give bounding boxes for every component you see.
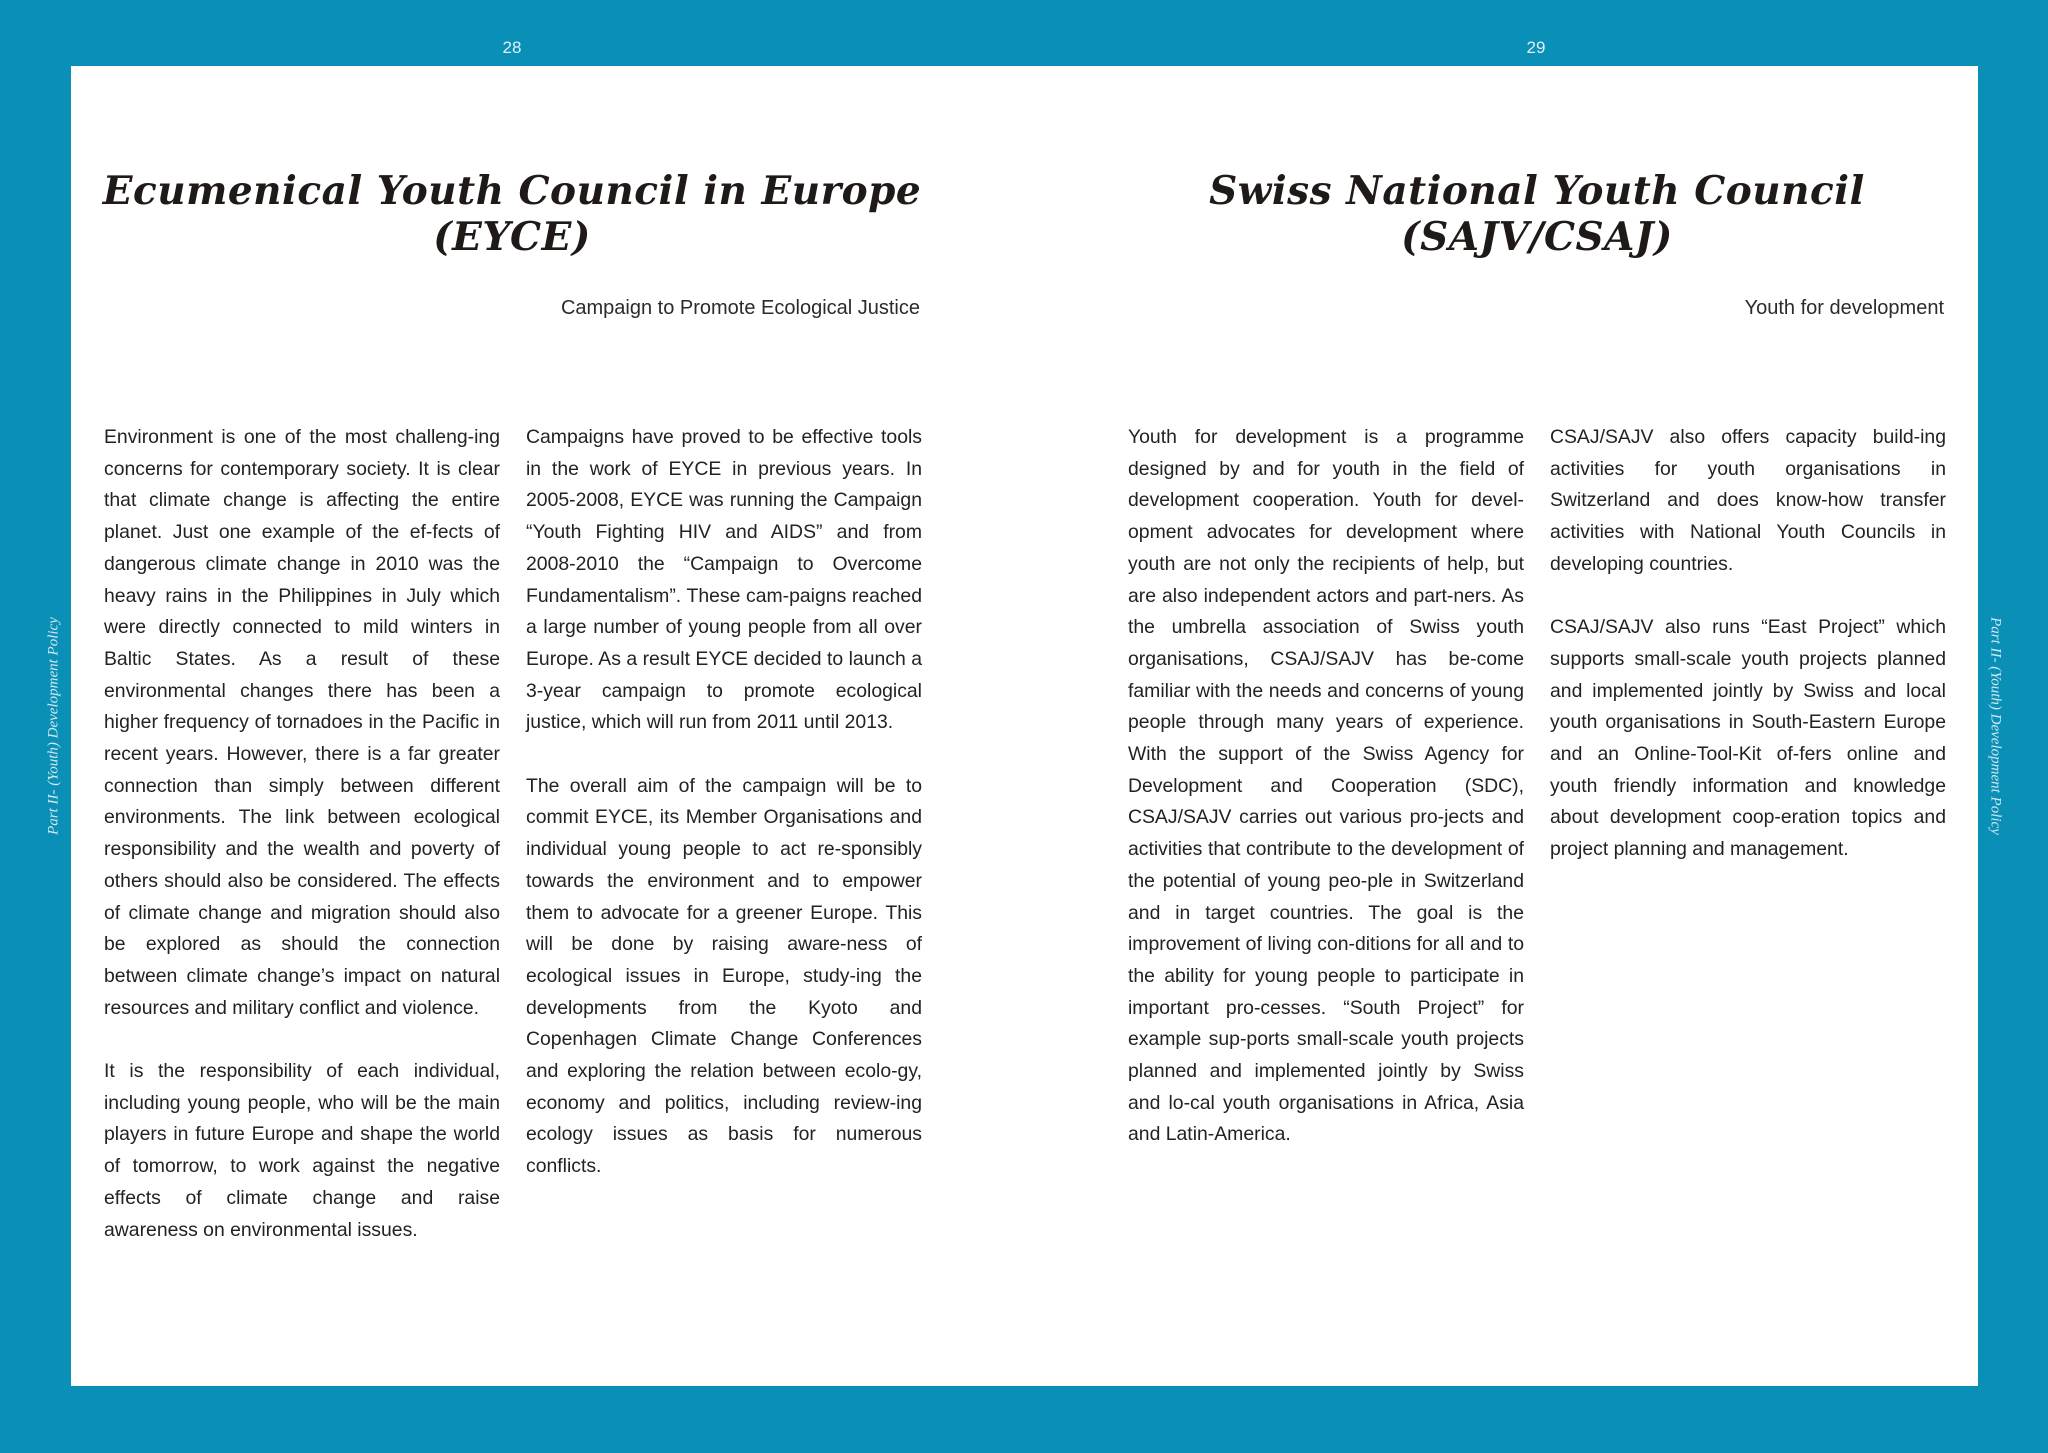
right-column-1 (1128, 422, 1524, 1183)
paragraph: Youth for development is a programme designed by and for youth in the field of development cooperation. Youth for devel-opment advocates for development where youth are not only the recipients of help, but are also independent actors and part-ners. As the umbrella association of Swiss youth organisations, CSAJ/SAJV has be-come familiar with the needs and concerns of young people through many years of experience. With the support of the Swiss Agency for Development and Cooperation (SDC), CSAJ/SAJV carries out various pro-jects and activities that contribute to the development of the potential of young peo-ple in Switzerland and in target countries. The goal is the improvement of living con-ditions for all and to the ability for young people to participate in important pro-cesses. “South Project” for example sup-ports small-scale youth projects planned and implemented jointly by Swiss and lo-cal youth organisations in Africa, Asia and Latin-America. (1128, 426, 1524, 1146)
right-page-subtitle: Youth for development (1744, 297, 1944, 319)
right-title-line-1: Swiss National Youth Council (1209, 168, 1865, 214)
left-title-line-1: Ecumenical Youth Council in Europe (102, 168, 922, 214)
paragraph: Campaigns have proved to be effective tools in the work of EYCE in previous years. In 2005-2008, EYCE was running the Campaign “Youth Fighting HIV and AIDS” and from 2008-2010 the “Campaign to Overcome Fundamentalism”. These cam-paigns reached a large number of young people from all over Europe. As a result EYCE decided to launch a 3-year campaign to promote ecological justice, which will run from 2011 until 2013. (526, 426, 922, 734)
left-title-line-2: (EYCE) (433, 214, 591, 260)
side-section-label-left: Part II- (Youth) Development Policy (45, 617, 62, 835)
paragraph: Environment is one of the most challeng-ing concerns for contemporary society. It is clear that climate change is affecting the entire planet. Just one example of the ef-fects of dangerous climate change in 2010 was the heavy rains in the Philippines in July which were directly connected to mild winters in Baltic States. As a result of these environmental changes there has been a higher frequency of tornadoes in the Pacific in recent years. However, there is a far greater connection than simply between different environments. The link between ecological responsibility and the wealth and poverty of others should also be considered. The effects of climate change and migration should also be explored as should the connection between climate change’s impact on natural resources and military conflict and violence. (104, 426, 500, 1019)
paragraph: It is the responsibility of each individual, including young people, who will be the main players in future Europe and shape the world of tomorrow, to work against the negative effects of climate change and raise awareness on environmental issues. (104, 1060, 500, 1241)
left-page-title (52, 168, 972, 260)
page-number-right: 29 (1526, 38, 1546, 57)
right-page-title (1077, 168, 1997, 260)
page-number-left: 28 (502, 38, 522, 57)
paragraph: The overall aim of the campaign will be to commit EYCE, its Member Organisations and individual young people to act re-sponsibly towards the environment and to empower them to advocate for a greener Europe. This will be done by raising aware-ness of ecological issues in Europe, study-ing the developments from the Kyoto and Copenhagen Climate Change Conferences and exploring the relation between ecolo-gy, economy and politics, including review-ing ecology issues as basis for numerous conflicts. (526, 774, 922, 1178)
side-section-label-right: Part II- (Youth) Development Policy (1987, 617, 2004, 835)
right-title-line-2: (SAJV/CSAJ) (1401, 214, 1673, 260)
paragraph: CSAJ/SAJV also offers capacity build-ing activities for youth organisations in Switzerland and does know-how transfer activities with National Youth Councils in developing countries. (1550, 426, 1946, 575)
left-page-subtitle: Campaign to Promote Ecological Justice (560, 297, 920, 319)
paragraph: CSAJ/SAJV also runs “East Project” which supports small-scale youth projects planned and implemented jointly by Swiss and local youth organisations in South-Eastern Europe and an Online-Tool-Kit of-fers online and youth friendly information and knowledge about development coop-eration topics and project planning and management. (1550, 616, 1946, 861)
left-column-2 (526, 422, 922, 1215)
left-column-1 (104, 422, 500, 1278)
right-column-2 (1550, 422, 1946, 898)
